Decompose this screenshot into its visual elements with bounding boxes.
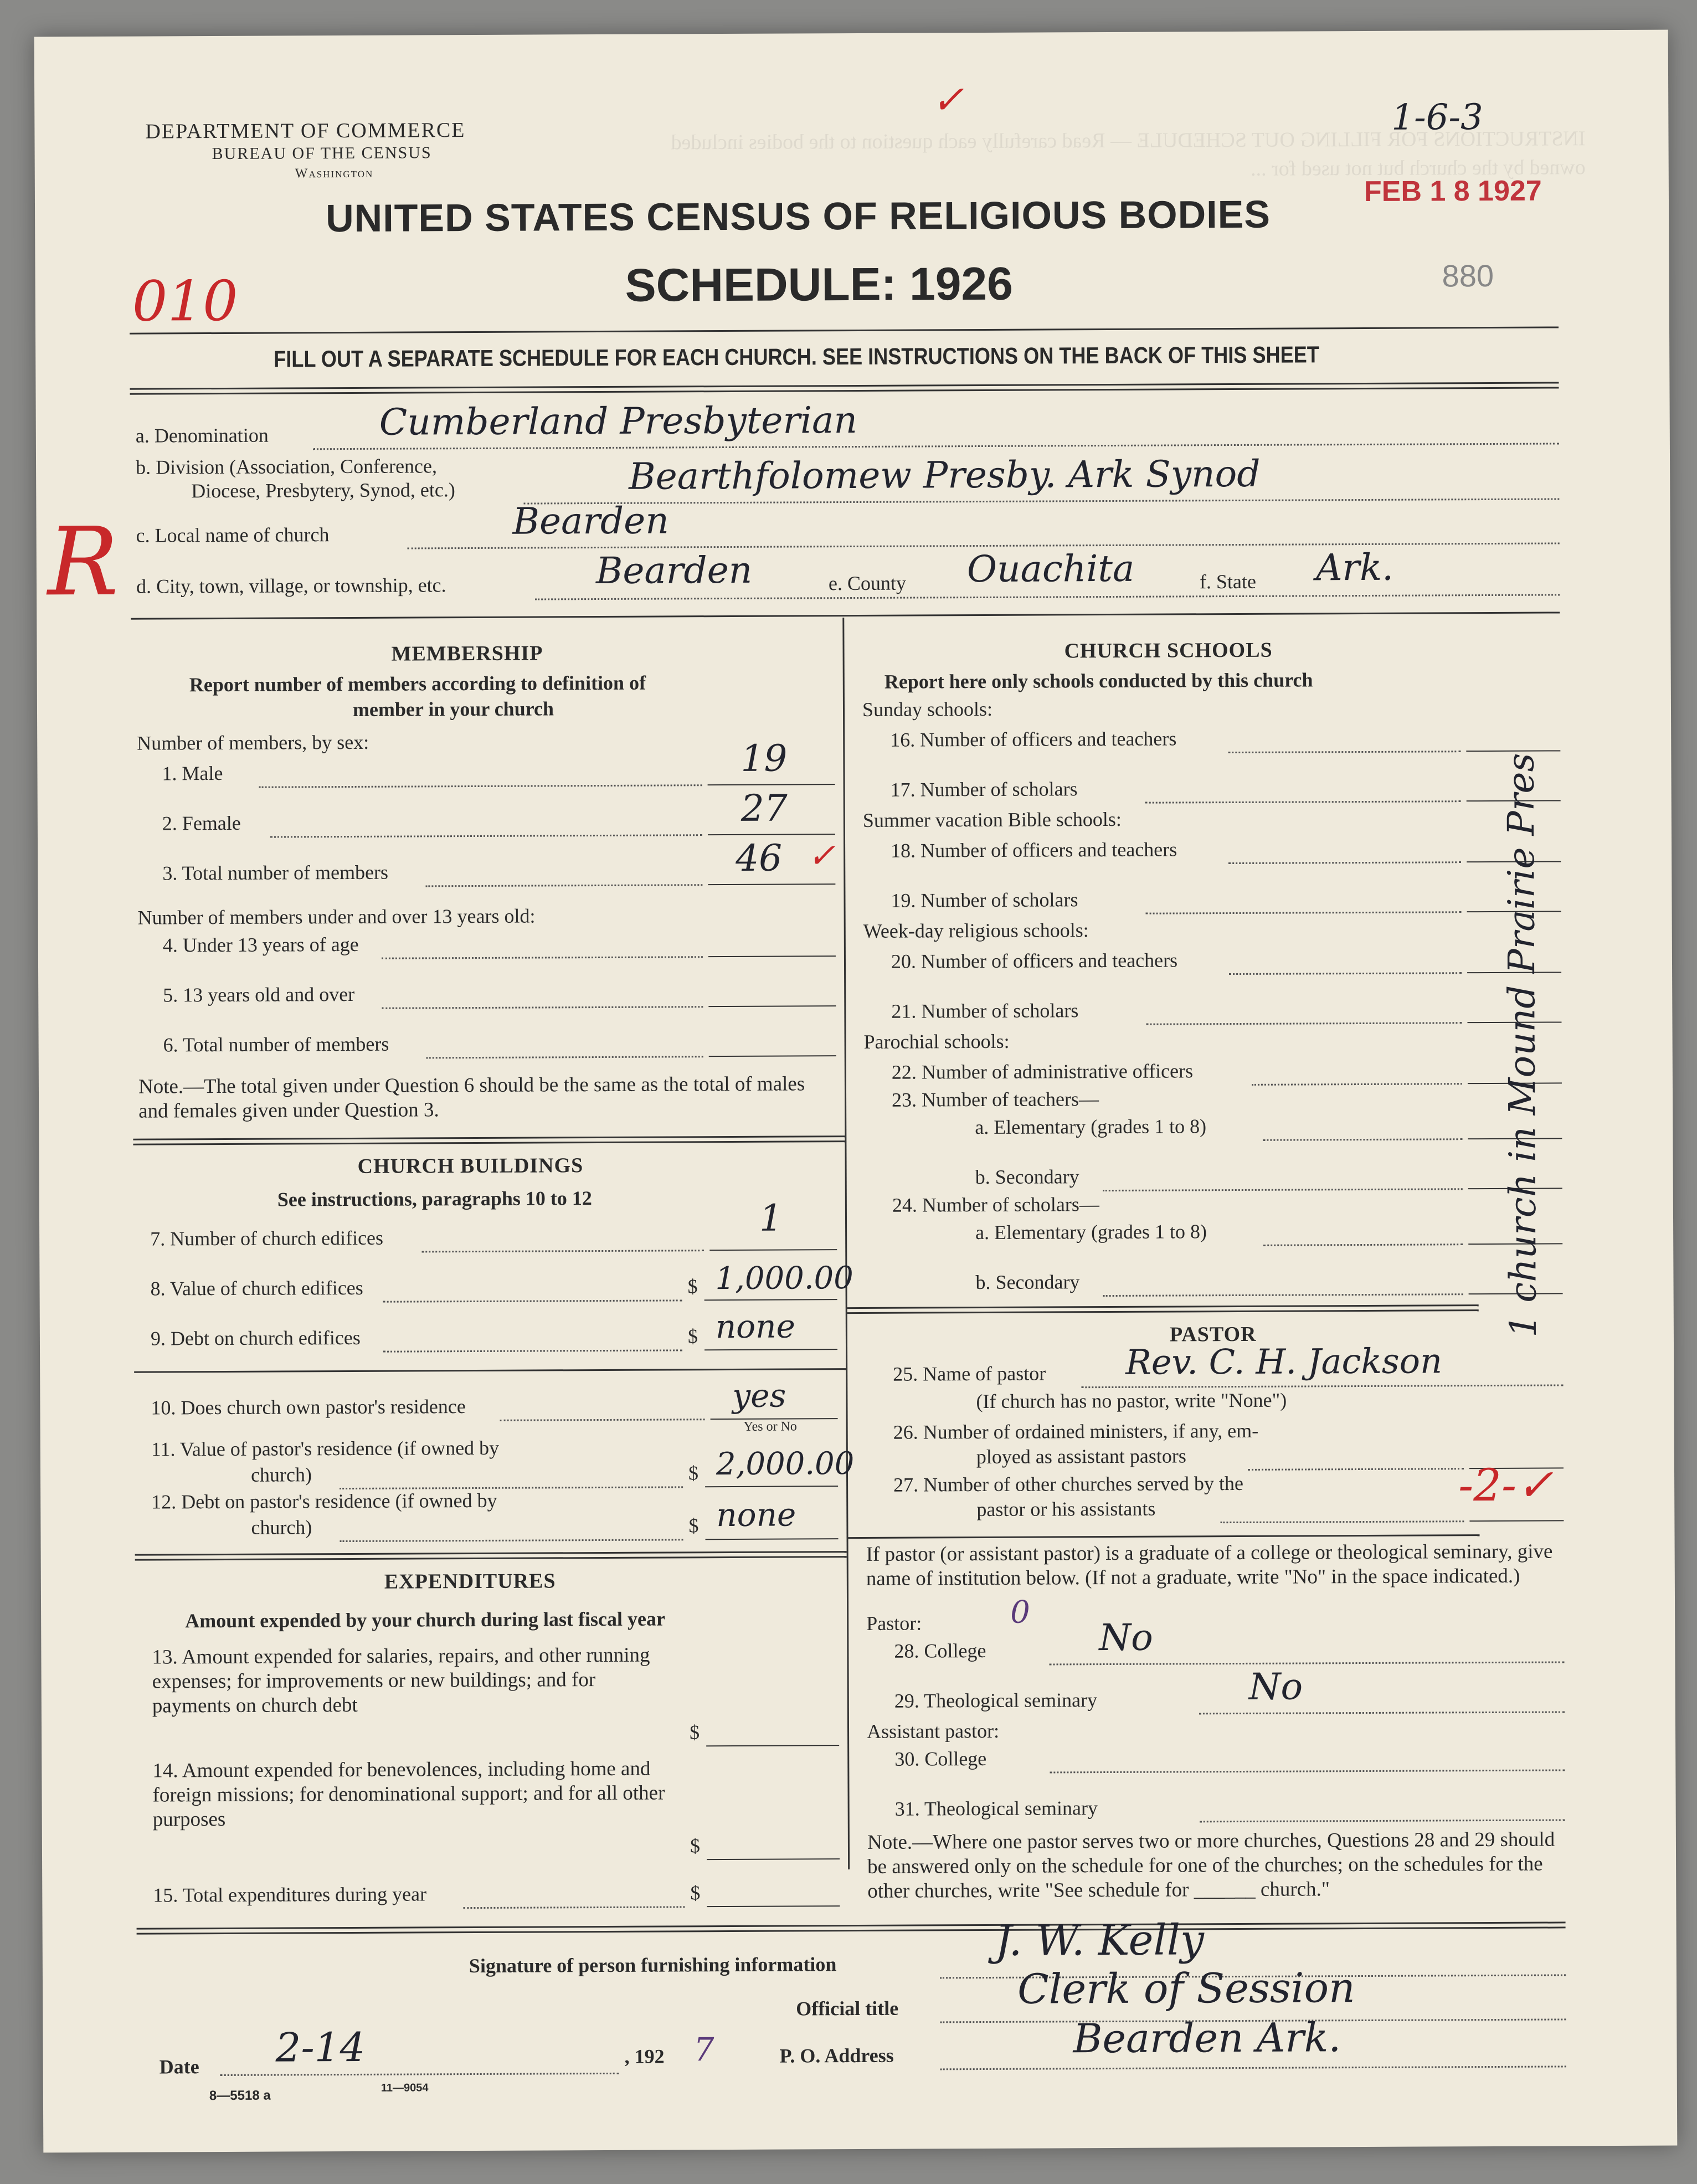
q12-value[interactable]: none bbox=[716, 1496, 796, 1534]
q10-label: 10. Does church own pastor's residence bbox=[151, 1395, 466, 1419]
q11-value[interactable]: 2,000.00 bbox=[716, 1446, 855, 1483]
pastor-mark: 0 bbox=[1010, 1594, 1030, 1631]
buildings-sub: See instructions, paragraphs 10 to 12 bbox=[277, 1187, 592, 1211]
q31-label: 31. Theological seminary bbox=[894, 1797, 1098, 1820]
serial-number: 880 bbox=[1442, 258, 1494, 294]
q9-value[interactable]: none bbox=[715, 1307, 795, 1346]
q8-value[interactable]: 1,000.00 bbox=[715, 1260, 853, 1297]
age-head-label: Number of members under and over 13 years old: bbox=[137, 905, 536, 929]
date-label: Date bbox=[159, 2055, 199, 2078]
q11-label: 11. Value of pastor's residence (if owned by bbox=[151, 1436, 500, 1461]
graduate-instruction: If pastor (or assistant pastor) is a graduate of a college or theological seminary, give name of institution below. (If not a graduate, write "No" in the space indicated.) bbox=[866, 1540, 1553, 1590]
date-year: , 192 bbox=[624, 2045, 665, 2068]
q10-hint: Yes or No bbox=[743, 1419, 797, 1434]
q26-label: 26. Number of ordained ministers, if any, em- bbox=[893, 1419, 1259, 1443]
margin-note: 1 church in Mound Prairie Pres bbox=[1499, 753, 1545, 1338]
schools-heading: CHURCH SCHOOLS bbox=[1064, 638, 1273, 663]
q21-label: 21. Number of scholars bbox=[891, 999, 1079, 1022]
q2-label: 2. Female bbox=[162, 811, 241, 835]
q6-label: 6. Total number of members bbox=[163, 1032, 389, 1056]
q27-label-2: pastor or his assistants bbox=[976, 1497, 1156, 1521]
q9-label: 9. Debt on church edifices bbox=[150, 1326, 361, 1350]
department-label: DEPARTMENT OF COMMERCE bbox=[145, 119, 466, 143]
membership-note: Note.—The total given under Question 6 should be the same as the total of males and females given under Question 3. bbox=[138, 1072, 805, 1123]
q5-label: 5. 13 years old and over bbox=[163, 983, 355, 1006]
city-label: d. City, town, village, or township, etc. bbox=[136, 574, 446, 598]
membership-intro-2: member in your church bbox=[352, 697, 554, 721]
q14-label: 14. Amount expended for benevolences, including home and foreign missions; for denominational support; and for all other purposes bbox=[152, 1757, 665, 1831]
form-title: UNITED STATES CENSUS OF RELIGIOUS BODIES bbox=[325, 192, 1271, 240]
signature-value[interactable]: J. W. Kelly bbox=[995, 1915, 1205, 1965]
q8-label: 8. Value of church edifices bbox=[150, 1276, 363, 1300]
pastor-note: Note.—Where one pastor serves two or more churches, Questions 28 and 29 should be answered only on the schedule for one of the churches; on the schedules for the other churches, write "See schedule for ______ church." bbox=[867, 1828, 1555, 1903]
po-address-value[interactable]: Bearden Ark. bbox=[1073, 2014, 1341, 2062]
q10-value[interactable]: yes bbox=[732, 1376, 786, 1415]
q23-label: 23. Number of teachers— bbox=[891, 1088, 1099, 1111]
pastor-heading: PASTOR bbox=[1169, 1322, 1257, 1347]
q25-value[interactable]: Rev. C. H. Jackson bbox=[1125, 1340, 1443, 1383]
date-year-digit[interactable]: 7 bbox=[693, 2031, 714, 2069]
q23a-label: a. Elementary (grades 1 to 8) bbox=[975, 1115, 1207, 1139]
by-sex-label: Number of members, by sex: bbox=[137, 731, 369, 754]
form-number: 8—5518 a bbox=[209, 2088, 271, 2104]
q3-label: 3. Total number of members bbox=[162, 861, 389, 885]
q25-label: 25. Name of pastor bbox=[893, 1362, 1046, 1385]
schedule-year: SCHEDULE: 1926 bbox=[625, 257, 1014, 311]
q2-value[interactable]: 27 bbox=[740, 787, 788, 830]
q23b-label: b. Secondary bbox=[975, 1165, 1079, 1189]
expenditures-heading: EXPENDITURES bbox=[384, 1569, 556, 1594]
q11-dollar: $ bbox=[688, 1462, 699, 1484]
header-rule-bottom bbox=[130, 382, 1559, 394]
county-label: e. County bbox=[828, 572, 907, 595]
red-letter: R bbox=[47, 507, 119, 618]
po-address-label: P. O. Address bbox=[779, 2044, 894, 2067]
header-rule-top bbox=[130, 326, 1559, 334]
q29-value[interactable]: No bbox=[1248, 1665, 1303, 1708]
q14-dollar: $ bbox=[690, 1834, 701, 1857]
file-code: 1-6-3 bbox=[1391, 97, 1483, 138]
q13-label: 13. Amount expended for salaries, repairs, and other running expenses; for improvements or new buildings; and for payments on church debt bbox=[152, 1643, 650, 1718]
denomination-label: a. Denomination bbox=[135, 424, 269, 447]
column-divider bbox=[842, 618, 850, 1869]
local-name-label: c. Local name of church bbox=[136, 523, 330, 547]
red-code: 010 bbox=[132, 268, 238, 334]
q9-dollar: $ bbox=[687, 1325, 698, 1348]
q22-label: 22. Number of administrative officers bbox=[891, 1060, 1194, 1083]
division-label-2: Diocese, Presbytery, Synod, etc.) bbox=[191, 479, 455, 502]
red-checkmark: ✓ bbox=[932, 77, 965, 123]
q28-value[interactable]: No bbox=[1099, 1616, 1153, 1659]
received-date-stamp: FEB 1 8 1927 bbox=[1364, 174, 1542, 208]
bleed-through-text: INSTRUCTIONS FOR FILLING OUT SCHEDULE — Read carefully each question to the bodies included owned by the church but not used for ... bbox=[671, 127, 1586, 181]
q11-label-2: church) bbox=[250, 1463, 312, 1486]
pastor-sub-label: Pastor: bbox=[866, 1612, 922, 1635]
q3-value[interactable]: 46 bbox=[735, 836, 783, 880]
assistant-pastor-label: Assistant pastor: bbox=[866, 1719, 1000, 1743]
q12-label-2: church) bbox=[251, 1516, 312, 1539]
date-value[interactable]: 2-14 bbox=[275, 2023, 366, 2071]
q24b-label: b. Secondary bbox=[975, 1271, 1080, 1294]
county-value[interactable]: Ouachita bbox=[966, 547, 1135, 591]
q24a-label: a. Elementary (grades 1 to 8) bbox=[975, 1220, 1207, 1244]
q15-dollar: $ bbox=[690, 1882, 701, 1904]
q30-label: 30. College bbox=[894, 1747, 987, 1770]
q27-red-mark: -2-✓ bbox=[1458, 1459, 1554, 1512]
print-number: 11—9054 bbox=[380, 2082, 429, 2094]
q3-red-check: ✓ bbox=[807, 836, 836, 876]
bureau-label: BUREAU OF THE CENSUS bbox=[212, 143, 432, 163]
state-label: f. State bbox=[1199, 570, 1257, 593]
q17-label: 17. Number of scholars bbox=[890, 778, 1078, 801]
q18-label: 18. Number of officers and teachers bbox=[891, 838, 1177, 862]
q12-label: 12. Debt on pastor's residence (if owned by bbox=[151, 1489, 497, 1513]
q1-label: 1. Male bbox=[162, 762, 223, 785]
q26-label-2: ployed as assistant pastors bbox=[976, 1445, 1186, 1468]
q4-label: 4. Under 13 years of age bbox=[162, 933, 359, 957]
q27-value[interactable] bbox=[1497, 1471, 1520, 1513]
q7-value[interactable]: 1 bbox=[759, 1196, 783, 1240]
state-value[interactable]: Ark. bbox=[1315, 546, 1394, 589]
parochial-label: Parochial schools: bbox=[863, 1030, 1010, 1053]
q19-label: 19. Number of scholars bbox=[891, 888, 1078, 912]
official-title-label: Official title bbox=[796, 1997, 899, 2020]
q7-label: 7. Number of church edifices bbox=[150, 1226, 384, 1250]
division-value[interactable]: Bearthfolomew Presby. Ark Synod bbox=[628, 452, 1261, 498]
membership-heading: MEMBERSHIP bbox=[391, 641, 543, 666]
q24-label: 24. Number of scholars— bbox=[892, 1193, 1099, 1216]
weekday-label: Week-day religious schools: bbox=[863, 919, 1089, 942]
sunday-label: Sunday schools: bbox=[862, 697, 993, 721]
q12-dollar: $ bbox=[688, 1514, 699, 1537]
local-name-value[interactable]: Bearden bbox=[512, 499, 669, 543]
q1-value[interactable]: 19 bbox=[740, 737, 788, 780]
division-label: b. Division (Association, Conference, bbox=[135, 455, 438, 479]
schools-sub: Report here only schools conducted by this church bbox=[884, 669, 1313, 693]
membership-intro-1: Report number of members according to definition of bbox=[189, 671, 646, 696]
q15-label: 15. Total expenditures during year bbox=[153, 1883, 427, 1906]
signature-label: Signature of person furnishing information bbox=[469, 1953, 837, 1977]
q20-label: 20. Number of officers and teachers bbox=[891, 949, 1178, 973]
q16-label: 16. Number of officers and teachers bbox=[890, 727, 1177, 751]
buildings-heading: CHURCH BUILDINGS bbox=[357, 1154, 584, 1178]
q8-dollar: $ bbox=[687, 1275, 698, 1298]
instruction-banner: FILL OUT A SEPARATE SCHEDULE FOR EACH CHURCH. SEE INSTRUCTIONS ON THE BACK OF THIS SHEET bbox=[274, 341, 1319, 372]
expenditures-sub: Amount expended by your church during last fiscal year bbox=[185, 1607, 665, 1632]
q28-label: 28. College bbox=[894, 1639, 986, 1662]
official-title-value[interactable]: Clerk of Session bbox=[1017, 1964, 1355, 2013]
census-schedule-sheet bbox=[34, 30, 1678, 2153]
washington-label: Washington bbox=[295, 166, 374, 181]
summer-label: Summer vacation Bible schools: bbox=[862, 808, 1122, 831]
q29-label: 29. Theological seminary bbox=[894, 1689, 1098, 1712]
denomination-value[interactable]: Cumberland Presbyterian bbox=[379, 398, 858, 444]
city-value[interactable]: Bearden bbox=[595, 548, 753, 593]
q27-label: 27. Number of other churches served by the bbox=[893, 1472, 1243, 1496]
q13-dollar: $ bbox=[689, 1721, 700, 1744]
q25-hint: (If church has no pastor, write "None") bbox=[976, 1389, 1287, 1413]
